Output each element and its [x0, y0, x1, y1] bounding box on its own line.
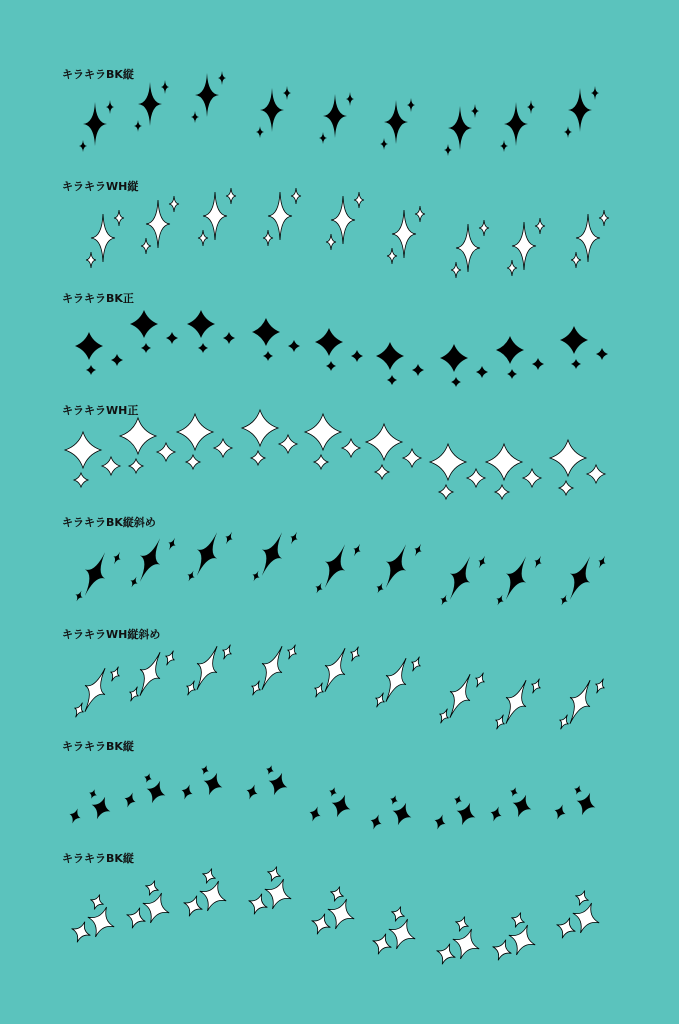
sparkle-icon — [89, 789, 97, 798]
sparkle-icon — [575, 891, 588, 906]
sparkle-icon — [309, 807, 320, 822]
sparkle-icon — [86, 365, 96, 375]
sparkle-icon — [246, 785, 257, 800]
sparkle-icon — [373, 934, 392, 955]
sparkle-icon — [85, 552, 105, 596]
sparkle-icon — [184, 896, 203, 917]
sparkle-icon — [591, 86, 599, 100]
sparkle-group — [0, 850, 679, 962]
sparkle-icon — [587, 465, 605, 483]
sparkle-icon — [509, 925, 535, 955]
sparkle-icon — [393, 803, 412, 826]
sparkle-icon — [573, 903, 599, 933]
sparkle-icon — [392, 210, 416, 258]
sparkle-icon — [91, 214, 115, 262]
sparkle-icon — [326, 361, 336, 371]
sparkle-icon — [315, 328, 343, 356]
sparkle-icon — [430, 444, 466, 480]
sparkle-icon — [75, 591, 82, 602]
sparkle-icon — [376, 583, 383, 594]
sparkle-icon — [111, 667, 120, 682]
sparkle-icon — [380, 138, 388, 150]
sparkle-icon — [434, 815, 445, 830]
sparkle-icon — [375, 465, 389, 479]
sparkle-icon — [319, 132, 327, 144]
sparkle-icon — [451, 377, 461, 387]
sparkle-icon — [384, 100, 408, 144]
sparkle-icon — [268, 192, 292, 240]
sparkle-icon — [504, 102, 528, 146]
sparkle-icon — [143, 893, 169, 923]
sparkle-icon — [598, 556, 605, 569]
sparkle-icon — [440, 709, 449, 724]
sparkle-icon — [106, 100, 114, 114]
sparkle-icon — [305, 414, 341, 450]
sparkle-icon — [444, 144, 452, 156]
sparkle-icon — [506, 556, 526, 600]
sparkle-icon — [596, 679, 605, 694]
sparkle-icon — [560, 326, 588, 354]
sparkle-icon — [550, 440, 586, 476]
sparkle-icon — [415, 206, 425, 222]
sparkle-icon — [223, 645, 232, 660]
sparkle-group — [0, 178, 679, 290]
sparkle-icon — [249, 894, 268, 915]
sparkle-icon — [329, 787, 337, 796]
section-label: キラキラBK縦斜め — [62, 516, 156, 529]
sparkle-icon — [83, 102, 107, 146]
sparkle-icon — [599, 210, 609, 226]
sparkle-icon — [493, 940, 512, 961]
section-label: キラキラWH正 — [62, 404, 139, 417]
sparkle-icon — [346, 92, 354, 106]
sparkle-icon — [290, 532, 297, 545]
sparkle-icon — [471, 104, 479, 118]
sparkle-icon — [191, 111, 199, 123]
sparkle-icon — [201, 765, 209, 774]
sparkle-icon — [414, 544, 421, 557]
sparkle-icon — [288, 645, 297, 660]
sparkle-icon — [147, 781, 166, 804]
sparkle-icon — [532, 358, 544, 370]
sparkle-icon — [456, 224, 480, 272]
section-white-slanted — [0, 626, 679, 738]
sparkle-group — [0, 402, 679, 514]
sparkle-icon — [440, 595, 447, 606]
sparkle-icon — [532, 679, 541, 694]
sparkle-icon — [457, 803, 476, 826]
sparkle-icon — [535, 218, 545, 234]
sparkle-icon — [596, 348, 608, 360]
sparkle-icon — [197, 646, 217, 690]
section-black-small — [0, 738, 679, 850]
sparkle-icon — [450, 556, 470, 600]
sparkle-icon — [161, 80, 169, 94]
sparkle-icon — [263, 351, 273, 361]
section-label: キラキラBK縦 — [62, 68, 134, 81]
sparkle-icon — [252, 318, 280, 346]
sparkle-icon — [342, 439, 360, 457]
sparkle-group — [0, 290, 679, 402]
sparkle-icon — [557, 918, 576, 939]
sparkle-icon — [226, 188, 236, 204]
sparkle-icon — [495, 485, 509, 499]
sparkle-group — [0, 66, 679, 178]
section-label: キラキラBK縦 — [62, 740, 134, 753]
sparkle-icon — [412, 657, 421, 672]
sparkle-icon — [412, 364, 424, 376]
sparkle-icon — [204, 773, 223, 796]
sparkle-icon — [223, 332, 235, 344]
sparkle-icon — [571, 252, 581, 268]
sparkle-icon — [506, 680, 526, 724]
sparkle-icon — [102, 457, 120, 475]
sparkle-icon — [146, 200, 170, 248]
sparkle-icon — [269, 773, 288, 796]
sparkle-icon — [455, 917, 468, 932]
sparkle-icon — [225, 532, 232, 545]
sparkle-icon — [512, 222, 536, 270]
sparkle-icon — [370, 815, 381, 830]
sparkle-icon — [92, 797, 111, 820]
sparkle-icon — [390, 795, 398, 804]
sparkle-icon — [166, 651, 175, 666]
sparkle-icon — [124, 793, 135, 808]
sparkle-icon — [181, 785, 192, 800]
sparkle-icon — [351, 647, 360, 662]
sparkle-icon — [467, 469, 485, 487]
sparkle-icon — [129, 459, 143, 473]
sparkle-icon — [140, 652, 160, 696]
sparkle-icon — [511, 913, 524, 928]
sparkle-icon — [198, 230, 208, 246]
sparkle-icon — [437, 944, 456, 965]
sparkle-icon — [72, 922, 91, 943]
sparkle-icon — [279, 435, 297, 453]
sparkle-icon — [453, 929, 479, 959]
sparkle-icon — [262, 532, 282, 576]
sparkle-icon — [141, 238, 151, 254]
section-label: キラキラWH縦 — [62, 180, 139, 193]
sparkle-icon — [315, 683, 324, 698]
sparkle-icon — [450, 674, 470, 718]
sparkle-icon — [157, 443, 175, 461]
sparkle-icon — [262, 646, 282, 690]
sparkle-icon — [560, 715, 569, 730]
sparkle-icon — [448, 106, 472, 150]
sparkle-icon — [323, 94, 347, 138]
sparkle-icon — [187, 681, 196, 696]
sparkle-icon — [534, 556, 541, 569]
sparkle-group — [0, 514, 679, 626]
sparkle-icon — [187, 310, 215, 338]
section-black-square — [0, 290, 679, 402]
sparkle-icon — [439, 485, 453, 499]
sparkle-icon — [186, 455, 200, 469]
sparkle-icon — [198, 343, 208, 353]
sparkle-icon — [267, 867, 280, 882]
sparkle-icon — [389, 919, 415, 949]
sparkle-icon — [283, 86, 291, 100]
sparkle-icon — [203, 192, 227, 240]
sparkle-icon — [564, 126, 572, 138]
sparkle-icon — [440, 344, 468, 372]
section-white-square — [0, 402, 679, 514]
sparkle-icon — [120, 418, 156, 454]
sparkle-icon — [332, 795, 351, 818]
section-black-vertical — [0, 66, 679, 178]
sparkle-icon — [554, 805, 565, 820]
sparkle-icon — [326, 234, 336, 250]
sparkle-icon — [559, 481, 573, 495]
section-white-small — [0, 850, 679, 962]
sparkle-icon — [568, 88, 592, 132]
sparkle-icon — [214, 439, 232, 457]
sparkle-icon — [90, 895, 103, 910]
sparkle-icon — [266, 765, 274, 774]
sparkle-icon — [386, 544, 406, 588]
sparkle-icon — [560, 595, 567, 606]
sparkle-icon — [69, 809, 80, 824]
sparkle-icon — [141, 343, 151, 353]
sparkle-icon — [127, 908, 146, 929]
sparkle-icon — [351, 350, 363, 362]
sparkle-icon — [376, 342, 404, 370]
sparkle-icon — [177, 414, 213, 450]
sparkle-icon — [507, 369, 517, 379]
sparkle-icon — [325, 544, 345, 588]
section-label: キラキラBK縦 — [62, 852, 134, 865]
sparkle-icon — [200, 881, 226, 911]
sparkle-icon — [140, 538, 160, 582]
sparkle-icon — [387, 248, 397, 264]
sparkle-icon — [571, 359, 581, 369]
sparkle-icon — [523, 469, 541, 487]
section-white-vertical — [0, 178, 679, 290]
sparkle-icon — [291, 188, 301, 204]
sparkle-icon — [252, 571, 259, 582]
sparkle-icon — [330, 887, 343, 902]
sparkle-icon — [513, 795, 532, 818]
sparkle-icon — [476, 366, 488, 378]
sparkle-icon — [500, 140, 508, 152]
sparkle-icon — [328, 899, 354, 929]
sparkle-icon — [353, 544, 360, 557]
sparkle-icon — [354, 192, 364, 208]
section-black-slanted — [0, 514, 679, 626]
sparkle-icon — [454, 795, 462, 804]
sparkle-icon — [577, 793, 596, 816]
sparkle-icon — [145, 881, 158, 896]
sparkle-icon — [169, 196, 179, 212]
sparkle-icon — [86, 252, 96, 268]
sparkle-icon — [166, 332, 178, 344]
sparkle-icon — [312, 914, 331, 935]
sparkle-icon — [260, 88, 284, 132]
sparkle-icon — [144, 773, 152, 782]
sparkle-icon — [451, 262, 461, 278]
sparkle-icon — [574, 785, 582, 794]
sparkle-icon — [391, 907, 404, 922]
sparkle-icon — [88, 907, 114, 937]
sparkle-icon — [111, 354, 123, 366]
sparkle-icon — [478, 556, 485, 569]
sparkle-group — [0, 626, 679, 738]
sparkle-icon — [576, 214, 600, 262]
sparkle-icon — [168, 538, 175, 551]
sparkle-icon — [476, 673, 485, 688]
section-label: キラキラBK正 — [62, 292, 134, 305]
sparkle-icon — [74, 473, 88, 487]
sparkle-icon — [570, 556, 590, 600]
sparkle-icon — [570, 680, 590, 724]
sparkle-icon — [263, 230, 273, 246]
section-label: キラキラWH縦斜め — [62, 628, 161, 641]
sparkle-icon — [315, 583, 322, 594]
sparkle-icon — [114, 210, 124, 226]
sparkle-icon — [496, 595, 503, 606]
sparkle-icon — [288, 340, 300, 352]
sparkle-icon — [510, 787, 518, 796]
sparkle-icon — [85, 668, 105, 712]
sparkle-icon — [479, 220, 489, 236]
sparkle-icon — [65, 432, 101, 468]
sparkle-icon — [130, 310, 158, 338]
sparkle-group — [0, 738, 679, 850]
sparkle-icon — [387, 375, 397, 385]
sparkle-icon — [256, 126, 264, 138]
sparkle-icon — [202, 869, 215, 884]
sparkle-icon — [138, 82, 162, 126]
sparkle-icon — [79, 140, 87, 152]
sparkle-icon — [314, 455, 328, 469]
sparkle-icon — [407, 98, 415, 112]
sparkle-icon — [75, 703, 84, 718]
sparkle-icon — [218, 71, 226, 85]
sparkle-icon — [527, 100, 535, 114]
sparkle-icon — [486, 444, 522, 480]
sparkle-icon — [195, 73, 219, 117]
sparkle-icon — [242, 410, 278, 446]
sparkle-icon — [496, 336, 524, 364]
sparkle-icon — [197, 532, 217, 576]
sparkle-icon — [252, 681, 261, 696]
sparkle-icon — [386, 658, 406, 702]
sparkle-icon — [496, 715, 505, 730]
sparkle-icon — [187, 571, 194, 582]
sparkle-icon — [325, 648, 345, 692]
sparkle-icon — [265, 879, 291, 909]
sparkle-icon — [130, 577, 137, 588]
sparkle-icon — [75, 332, 103, 360]
sparkle-icon — [331, 196, 355, 244]
sparkle-icon — [376, 693, 385, 708]
sparkle-icon — [403, 449, 421, 467]
sparkle-icon — [366, 424, 402, 460]
sparkle-icon — [130, 687, 139, 702]
sparkle-icon — [251, 451, 265, 465]
sparkle-icon — [134, 120, 142, 132]
sparkle-icon — [490, 807, 501, 822]
sparkle-icon — [507, 260, 517, 276]
sparkle-icon — [113, 552, 120, 565]
